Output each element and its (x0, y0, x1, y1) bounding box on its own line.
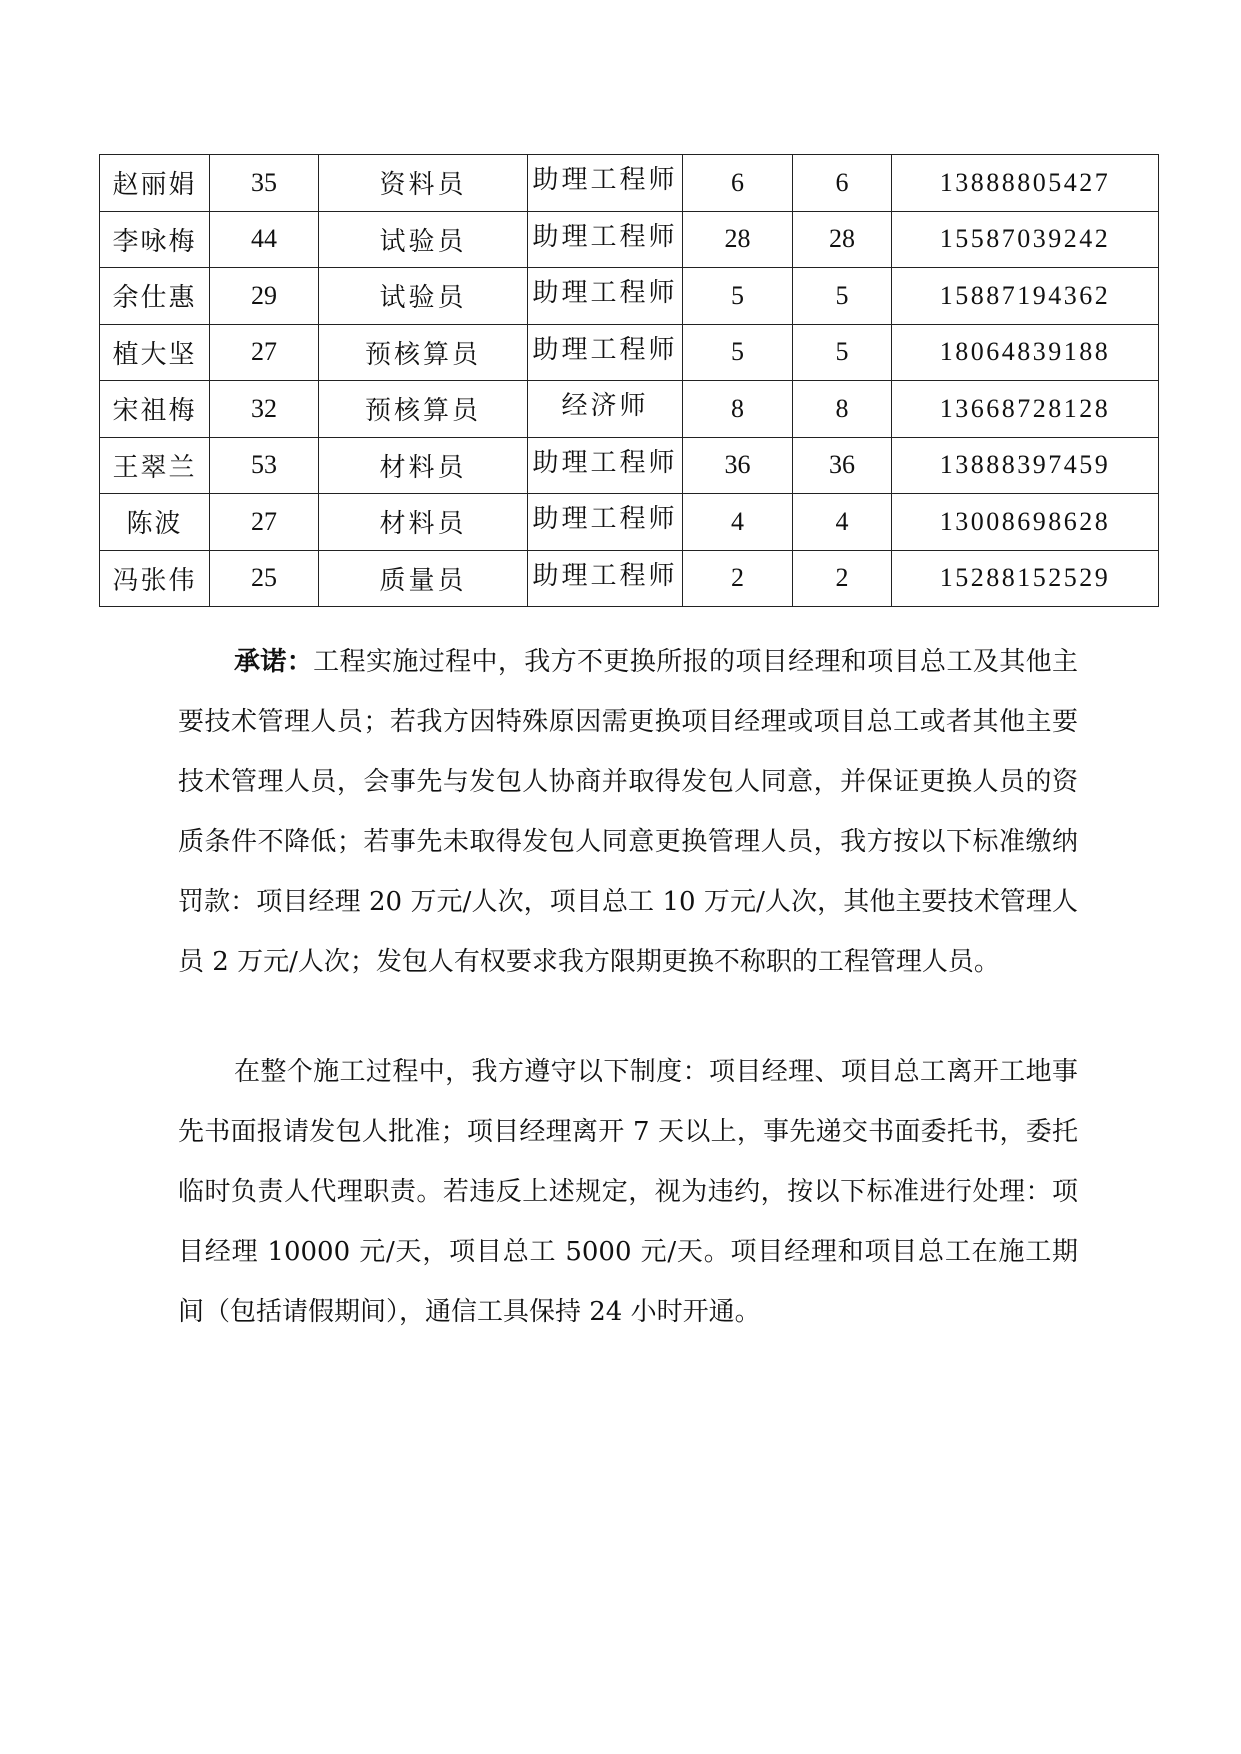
phone-cell: 15288152529 (892, 550, 1159, 607)
title-cell: 助理工程师 (528, 268, 683, 325)
years-b-cell: 36 (793, 437, 892, 494)
table-row (100, 494, 1159, 551)
rules-text: 在整个施工过程中，我方遵守以下制度：项目经理、项目总工离开工地事先书面报请发包人批准；项目经理离开 7 天以上，事先递交书面委托书，委托临时负责人代理职责。若违反上述规定，视为违约，按以下标准进行处理：项目经理 10000 元/天，项目总工 5000 元/天。项目经理和项目总工在施工期间（包括请假期间），通信工具保持 24 小时开通。 (178, 1057, 1078, 1327)
years-b-cell: 6 (793, 155, 892, 212)
role-cell: 试验员 (319, 211, 528, 268)
role-cell: 试验员 (319, 268, 528, 325)
age-cell: 35 (210, 155, 319, 212)
phone-cell: 18064839188 (892, 324, 1159, 381)
age-cell: 53 (210, 437, 319, 494)
years-a-cell: 28 (683, 211, 793, 268)
role-cell: 预核算员 (319, 324, 528, 381)
role-cell: 材料员 (319, 494, 528, 551)
years-a-cell: 2 (683, 550, 793, 607)
name-cell: 陈波 (100, 494, 210, 551)
years-b-cell: 2 (793, 550, 892, 607)
title-cell: 经济师 (528, 381, 683, 438)
years-b-cell: 5 (793, 324, 892, 381)
years-a-cell: 5 (683, 268, 793, 325)
years-b-cell: 5 (793, 268, 892, 325)
table-row (100, 268, 1159, 325)
table-row (100, 324, 1159, 381)
name-cell: 宋祖梅 (100, 381, 210, 438)
years-a-cell: 6 (683, 155, 793, 212)
years-a-cell: 8 (683, 381, 793, 438)
phone-cell: 15887194362 (892, 268, 1159, 325)
phone-cell: 15587039242 (892, 211, 1159, 268)
staff-table (99, 154, 1159, 607)
phone-cell: 13668728128 (892, 381, 1159, 438)
table-row (100, 155, 1159, 212)
years-b-cell: 4 (793, 494, 892, 551)
role-cell: 质量员 (319, 550, 528, 607)
table-row (100, 381, 1159, 438)
commitment-paragraph (178, 632, 1078, 992)
age-cell: 27 (210, 324, 319, 381)
title-cell: 助理工程师 (528, 211, 683, 268)
rules-paragraph (178, 1042, 1078, 1342)
age-cell: 29 (210, 268, 319, 325)
name-cell: 王翠兰 (100, 437, 210, 494)
title-cell: 助理工程师 (528, 494, 683, 551)
age-cell: 27 (210, 494, 319, 551)
age-cell: 25 (210, 550, 319, 607)
title-cell: 助理工程师 (528, 550, 683, 607)
title-cell: 助理工程师 (528, 155, 683, 212)
name-cell: 冯张伟 (100, 550, 210, 607)
role-cell: 预核算员 (319, 381, 528, 438)
years-b-cell: 28 (793, 211, 892, 268)
years-a-cell: 5 (683, 324, 793, 381)
age-cell: 44 (210, 211, 319, 268)
phone-cell: 13888397459 (892, 437, 1159, 494)
commitment-label: 承诺： (234, 647, 314, 677)
phone-cell: 13008698628 (892, 494, 1159, 551)
age-cell: 32 (210, 381, 319, 438)
table-row (100, 437, 1159, 494)
years-a-cell: 4 (683, 494, 793, 551)
name-cell: 赵丽娟 (100, 155, 210, 212)
phone-cell: 13888805427 (892, 155, 1159, 212)
years-a-cell: 36 (683, 437, 793, 494)
table-row (100, 211, 1159, 268)
table-row (100, 550, 1159, 607)
years-b-cell: 8 (793, 381, 892, 438)
role-cell: 资料员 (319, 155, 528, 212)
name-cell: 李咏梅 (100, 211, 210, 268)
name-cell: 植大坚 (100, 324, 210, 381)
name-cell: 余仕惠 (100, 268, 210, 325)
commitment-text: 工程实施过程中，我方不更换所报的项目经理和项目总工及其他主要技术管理人员；若我方因特殊原因需更换项目经理或项目总工或者其他主要技术管理人员，会事先与发包人协商并取得发包人同意，并保证更换人员的资质条件不降低；若事先未取得发包人同意更换管理人员，我方按以下标准缴纳罚款：项目经理 20 万元/人次，项目总工 10 万元/人次，其他主要技术管理人员 2 万元/人次；发包人有权要求我方限期更换不称职的工程管理人员。 (178, 647, 1078, 977)
title-cell: 助理工程师 (528, 324, 683, 381)
title-cell: 助理工程师 (528, 437, 683, 494)
role-cell: 材料员 (319, 437, 528, 494)
